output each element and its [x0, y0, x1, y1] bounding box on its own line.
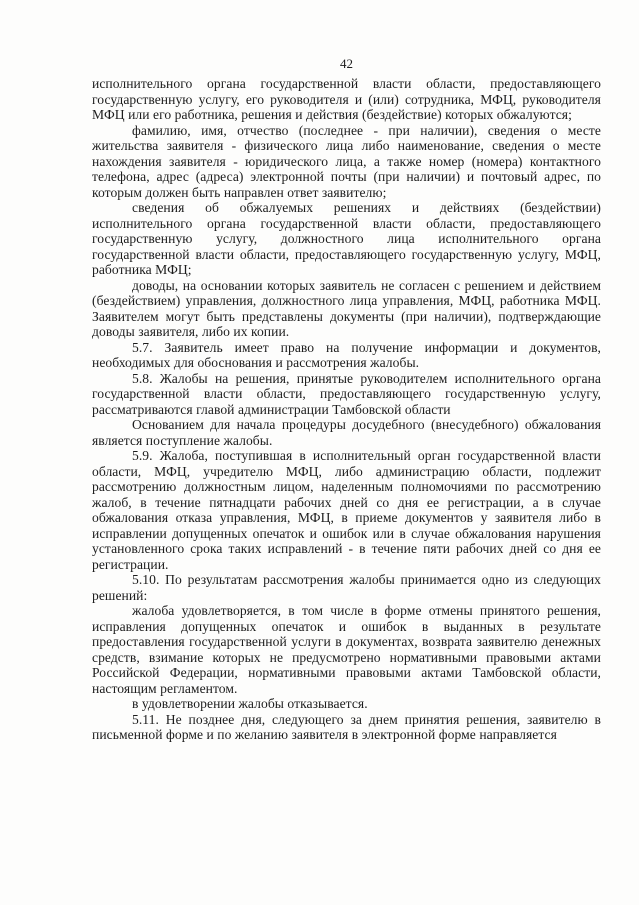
paragraph-arguments: доводы, на основании которых заявитель не согласен с решением и действием (бездействием) управления, должностного лица управления, МФЦ, работника МФЦ. Заявителем могут быть представлены документы (при наличии), подтверждающие доводы заявителя, либо их копии.	[92, 277, 601, 339]
paragraph-grounds: Основанием для начала процедуры досудебного (внесудебного) обжалования является поступление жалобы.	[92, 417, 601, 448]
paragraph-complaint-rejected: в удовлетворении жалобы отказывается.	[132, 696, 368, 711]
paragraph-5-9: 5.9. Жалоба, поступившая в исполнительный орган государственной власти области, МФЦ, учредителю МФЦ, либо администрацию области, подлежит рассмотрению должностным лицом, наделенным полномочиями по рассмотрению жалоб, в течение пятнадцати рабочих дней со дня ее регистрации, а в случае обжалования отказа управления, МФЦ, в приеме документов у заявителя либо в исправлении допущенных опечаток и ошибок или в случае обжалования нарушения установленного срока таких исправлений - в течение пяти рабочих дней со дня ее регистрации.	[92, 448, 601, 572]
paragraph-5-7: 5.7. Заявитель имеет право на получение информации и документов, необходимых для обоснования и рассмотрения жалобы.	[92, 339, 601, 370]
document-body	[92, 76, 601, 743]
paragraph-5-11: 5.11. Не позднее дня, следующего за днем принятия решения, заявителю в письменной форме и по желанию заявителя в электронной форме направляется	[92, 711, 601, 742]
paragraph-5-10: 5.10. По результатам рассмотрения жалобы принимается одно из следующих решений:	[92, 572, 601, 603]
paragraph-complaint-satisfied: жалоба удовлетворяется, в том числе в форме отмены принятого решения, исправления допущенных опечаток и ошибок в выданных в результате предоставления государственной услуги в документах, возврата заявителю денежных средств, взимание которых не предусмотрено нормативными правовыми актами Российской Федерации, нормативными правовыми актами Тамбовской области, настоящим регламентом.	[92, 603, 601, 696]
paragraph-appealed-decisions: сведения об обжалуемых решениях и действиях (бездействии) исполнительного органа государственной власти области, предоставляющего государственную услугу, должностного лица исполнительного органа государственной власти области, предоставляющего государственную услугу, МФЦ, работника МФЦ;	[92, 200, 601, 277]
paragraph-continuation: исполнительного органа государственной власти области, предоставляющего государственную услугу, его руководителя и (или) сотрудника, МФЦ, руководителя МФЦ или его работника, решения и действия (бездействие) которых обжалуются;	[92, 76, 601, 122]
paragraph-5-8: 5.8. Жалобы на решения, принятые руководителем исполнительного органа государственной власти области, предоставляющего государственную услугу, рассматриваются главой администрации Тамбовской области	[92, 370, 601, 417]
paragraph-applicant-details: фамилию, имя, отчество (последнее - при наличии), сведения о месте жительства заявителя - физического лица либо наименование, сведения о месте нахождения заявителя - юридического лица, а также номер (номера) контактного телефона, адрес (адреса) электронной почты (при наличии) и почтовый адрес, по которым должен быть направлен ответ заявителю;	[92, 122, 601, 200]
page-number: 42	[340, 56, 353, 71]
